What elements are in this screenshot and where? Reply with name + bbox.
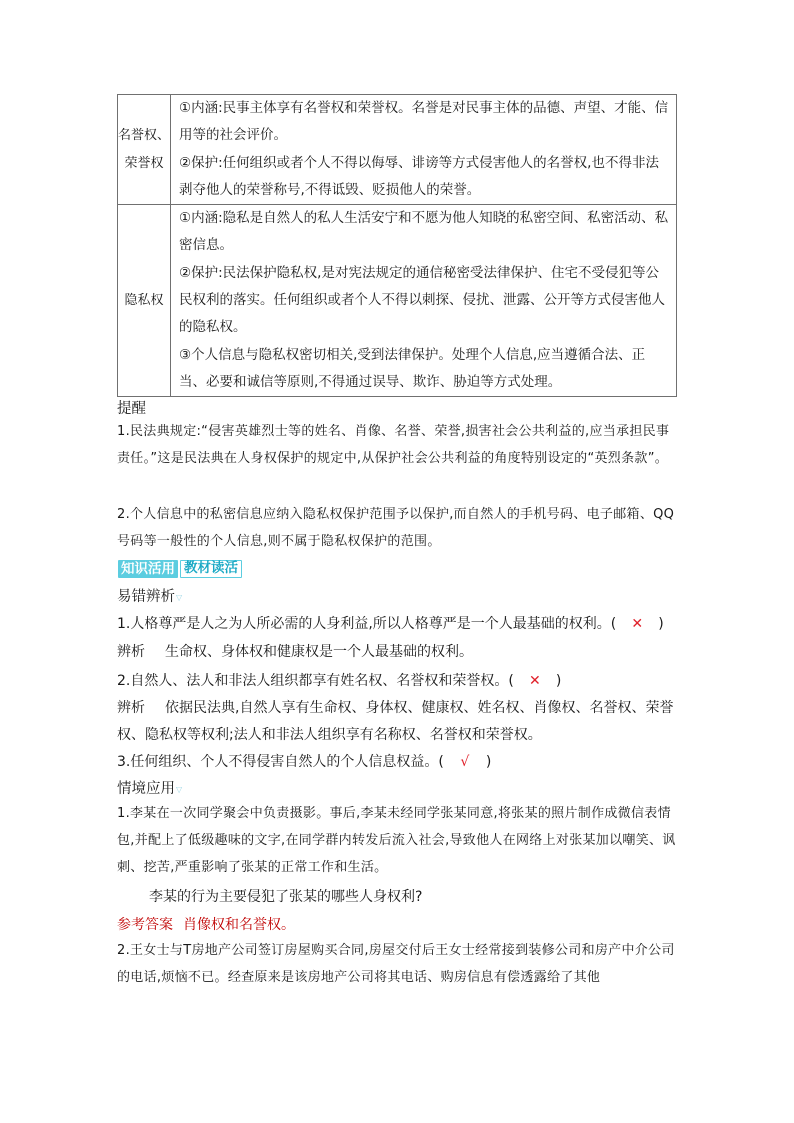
chevron-icon: ▽	[176, 785, 183, 794]
row-label-reputation	[118, 95, 171, 205]
check-mark-icon: √	[460, 754, 470, 770]
reminder-item-1: 1.民法典规定:“侵害英雄烈士等的姓名、肖像、名誉、荣誉,损害社会公共利益的,应当承担民事责任。”这是民法典在人身权保护的规定中,从保护社会公共利益的角度特别设定的“英烈条款”。	[117, 424, 670, 466]
definition-text: ①内涵:隐私是自然人的私人生活安宁和不愿为他人知晓的私密空间、私密活动、私密信息。	[179, 210, 669, 254]
label-line: 名誉权、	[118, 127, 171, 143]
wrong-mark-icon: ✕	[528, 673, 541, 689]
label-line: 隐私权	[124, 292, 164, 308]
tag-textbook-reading: 教材读活	[180, 560, 242, 578]
row-label-privacy	[118, 205, 171, 397]
protection-text: ②保护:民法保护隐私权,是对宪法规定的通信秘密受法律保护、住宅不受侵犯等公民权利的落实。任何组织或者个人不得以刺探、侵扰、泄露、公开等方式侵害他人的隐私权。	[179, 264, 665, 336]
error-question-2: 2.自然人、法人和非法人组织都享有姓名权、名誉权和荣誉权。( ✕ )	[117, 673, 562, 689]
section-banner	[118, 560, 242, 578]
table-row-privacy	[118, 205, 677, 397]
rights-table	[117, 94, 677, 397]
scenario-heading: 情境应用▽	[117, 781, 183, 797]
row-body-privacy	[171, 205, 677, 397]
table-row-reputation	[118, 95, 677, 205]
label-line: 荣誉权	[124, 155, 164, 171]
wrong-mark-icon: ✕	[631, 616, 644, 632]
answer-text: 肖像权和名誉权。	[183, 917, 295, 933]
protection-text: ②保护:任何组织或者个人不得以侮辱、诽谤等方式侵害他人的名誉权,也不得非法剥夺他人的荣誉称号,不得诋毁、贬损他人的荣誉。	[179, 154, 659, 198]
answer-label: 参考答案	[117, 917, 173, 933]
scenario-case-1: 1.李某在一次同学聚会中负责摄影。事后,李某未经同学张某同意,将张某的照片制作成微信表情包,并配上了低级趣味的文字,在同学群内转发后流入社会,导致他人在网络上对张某加以嘲笑、讽刺、挖苦,严重影响了张某的正常工作和生活。	[117, 806, 676, 875]
error-question-1: 1.人格尊严是人之为人所必需的人身利益,所以人格尊严是一个人最基础的权利。( ✕ )	[117, 616, 664, 632]
row-body-reputation	[171, 95, 677, 205]
scenario-question-1: 李某的行为主要侵犯了张某的哪些人身权利?	[149, 889, 423, 905]
chevron-icon: ▽	[176, 593, 183, 602]
personal-info-text: ③个人信息与隐私权密切相关,受到法律保护。处理个人信息,应当遵循合法、正当、必要和诚信等原则,不得通过误导、欺诈、胁迫等方式处理。	[179, 346, 646, 390]
tag-knowledge-application: 知识活用	[118, 560, 178, 578]
scenario-case-2: 2.王女士与T房地产公司签订房屋购买合同,房屋交付后王女士经常接到装修公司和房产中介公司的电话,烦恼不已。经查原来是该房地产公司将其电话、购房信息有偿透露给了其他	[117, 943, 675, 985]
reminder-item-2: 2.个人信息中的私密信息应纳入隐私权保护范围予以保护,而自然人的手机号码、电子邮箱、QQ号码等一般性的个人信息,则不属于隐私权保护的范围。	[117, 507, 675, 549]
reference-answer	[117, 914, 679, 934]
definition-text: ①内涵:民事主体享有名誉权和荣誉权。名誉是对民事主体的品德、声望、才能、信用等的社会评价。	[179, 100, 669, 144]
reminder-heading: 提醒	[117, 401, 146, 417]
error-analysis-1: 辨析 生命权、身体权和健康权是一个人最基础的权利。	[117, 644, 473, 660]
error-question-3: 3.任何组织、个人不得侵害自然人的个人信息权益。( √ )	[117, 754, 492, 770]
error-analysis-2-line-1: 辨析 依据民法典,自然人享有生命权、身体权、健康权、姓名权、肖像权、名誉权、荣誉	[117, 700, 674, 716]
error-analysis-heading: 易错辨析▽	[117, 589, 183, 605]
error-analysis-2-line-2: 权、隐私权等权利;法人和非法人组织享有名称权、名誉权和荣誉权。	[117, 727, 542, 743]
